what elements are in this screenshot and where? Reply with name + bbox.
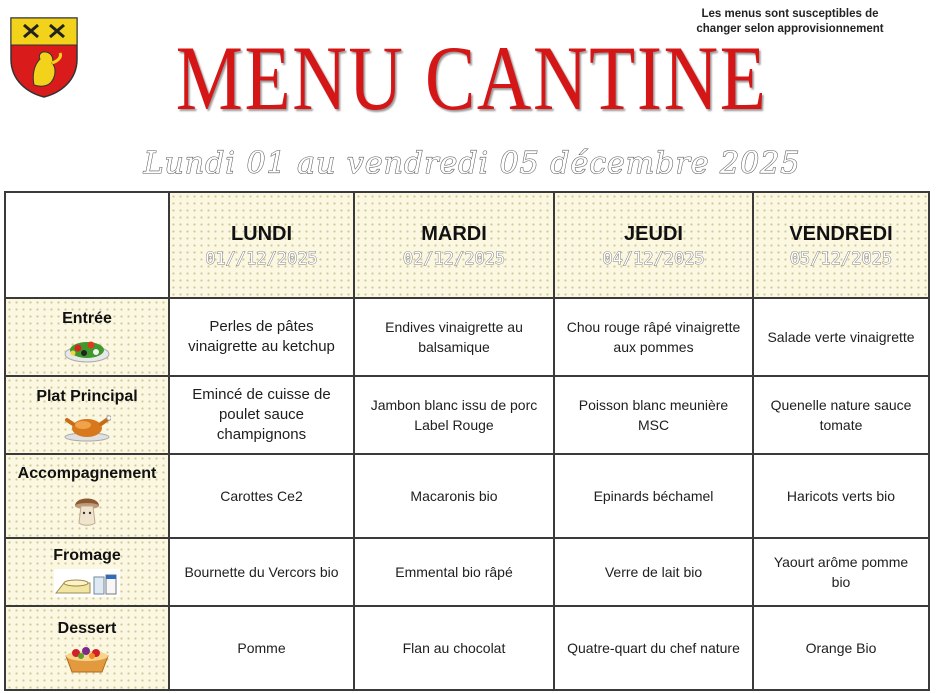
day-date: 05/12/2025: [789, 249, 893, 269]
menu-cell: Verre de lait bio: [554, 538, 753, 606]
menu-cell: Haricots verts bio: [753, 454, 929, 538]
menu-cell: Emmental bio râpé: [354, 538, 554, 606]
menu-cell: Emincé de cuisse de poulet sauce champignons: [169, 376, 354, 454]
day-header-friday: [753, 192, 929, 298]
row-header: [5, 298, 169, 376]
row-label: Plat Principal: [36, 388, 138, 405]
day-header-thursday: [554, 192, 753, 298]
menu-cell: Jambon blanc issu de porc Label Rouge: [354, 376, 554, 454]
town-crest-logo: [8, 15, 80, 99]
menu-row-entree: [5, 298, 929, 376]
menu-table: [4, 191, 930, 691]
day-header-monday: [169, 192, 354, 298]
menu-cell: Macaronis bio: [354, 454, 554, 538]
day-header-tuesday: [354, 192, 554, 298]
menu-row-dessert: [5, 606, 929, 690]
menu-cell: Quatre-quart du chef nature: [554, 606, 753, 690]
menu-cell: Carottes Ce2: [169, 454, 354, 538]
menu-cell: Epinards béchamel: [554, 454, 753, 538]
menu-cell: Poisson blanc meunière MSC: [554, 376, 753, 454]
menu-cell: Orange Bio: [753, 606, 929, 690]
menu-cell: Endives vinaigrette au balsamique: [354, 298, 554, 376]
cheese-and-milk-icon: [54, 569, 120, 597]
menu-cell: Yaourt arôme pomme bio: [753, 538, 929, 606]
menu-cell: Flan au chocolat: [354, 606, 554, 690]
mushroom-icon: [72, 491, 102, 527]
row-label: Fromage: [53, 547, 121, 564]
roast-chicken-icon: [63, 410, 111, 442]
row-label: Accompagnement: [17, 465, 157, 482]
menu-cell: Pomme: [169, 606, 354, 690]
day-header-row: [5, 192, 929, 298]
menu-cell: Salade verte vinaigrette: [753, 298, 929, 376]
menu-cell: Quenelle nature sauce tomate: [753, 376, 929, 454]
supply-notice-line2: changer selon approvisionnement: [696, 23, 884, 35]
day-name: LUNDI: [230, 223, 293, 245]
day-date: 01//12/2025: [205, 249, 318, 269]
menu-row-main-dish: [5, 376, 929, 454]
salad-icon: [63, 332, 111, 364]
page-title: MENU CANTINE: [175, 27, 768, 129]
menu-row-side-dish: [5, 454, 929, 538]
menu-cell: Perles de pâtes vinaigrette au ketchup: [169, 298, 354, 376]
menu-cell: Chou rouge râpé vinaigrette aux pommes: [554, 298, 753, 376]
menu-cell: Bournette du Vercors bio: [169, 538, 354, 606]
row-header: [5, 376, 169, 454]
menu-row-cheese: [5, 538, 929, 606]
day-name: JEUDI: [624, 223, 683, 245]
day-name: VENDREDI: [789, 223, 893, 245]
day-date: 02/12/2025: [402, 249, 506, 269]
day-date: 04/12/2025: [602, 249, 705, 269]
day-name: MARDI: [421, 223, 487, 245]
fruit-tart-icon: [62, 642, 112, 676]
row-header: [5, 606, 169, 690]
date-range-subtitle: Lundi 01 au vendredi 05 décembre 2025: [143, 146, 801, 181]
row-header: [5, 538, 169, 606]
supply-notice-line1: Les menus sont susceptibles de: [701, 8, 879, 20]
row-label: Entrée: [62, 310, 112, 327]
row-label: Dessert: [57, 620, 117, 637]
corner-cell: [5, 192, 169, 298]
row-header: [5, 454, 169, 538]
